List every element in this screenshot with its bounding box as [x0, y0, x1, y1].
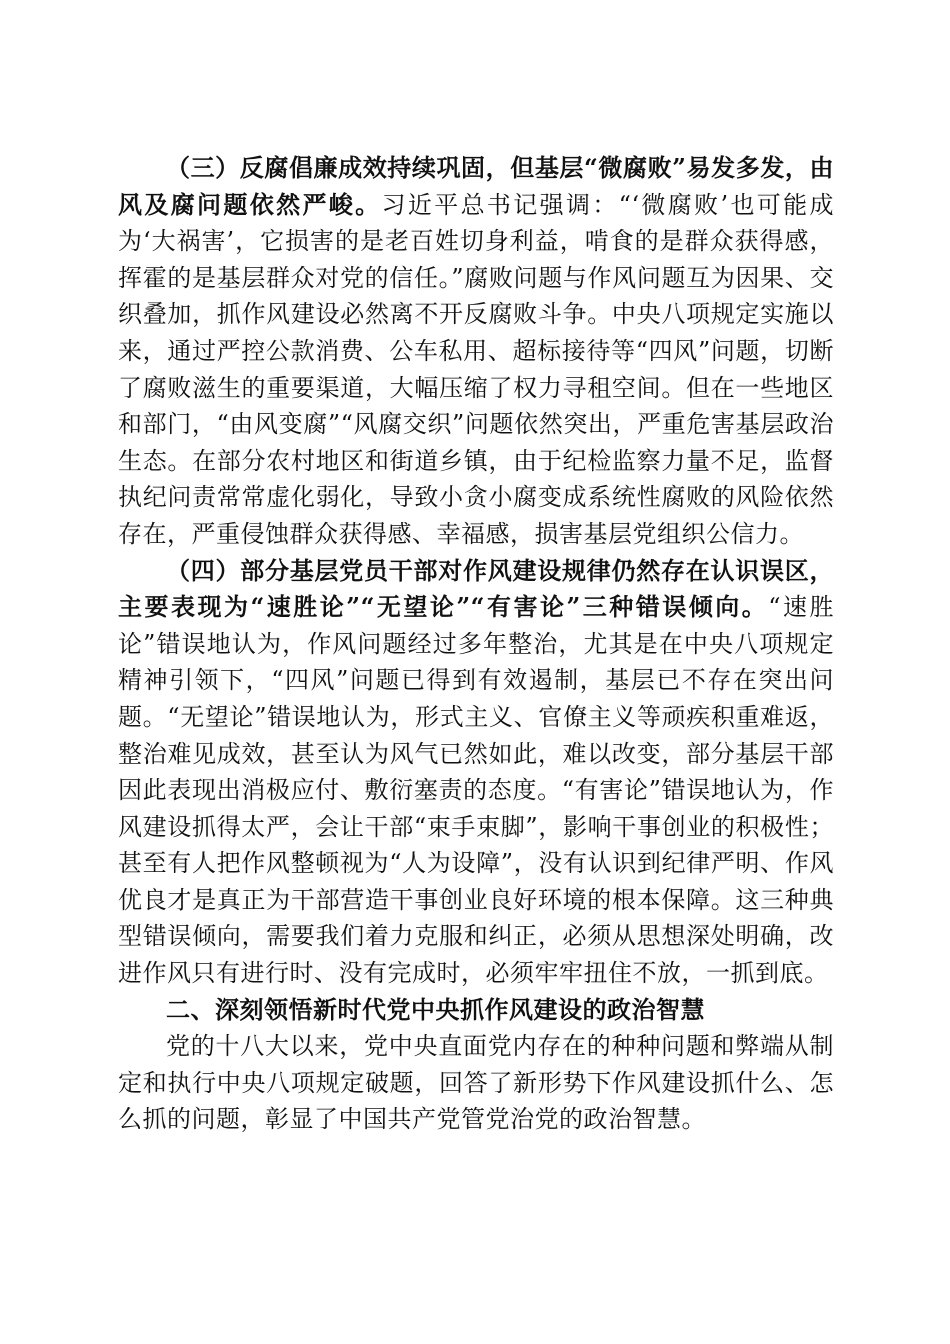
section-heading-two: 二、深刻领悟新时代党中央抓作风建设的政治智慧 — [166, 995, 705, 1024]
paragraph-four-lead: （四）部分基层党员干部对作风建设规律仍然存在认识误区，主要表现为“速胜论”“无望论”“有害论”三种错误倾向。 — [118, 555, 834, 622]
paragraph-three-body: 习近平总书记强调：“‘微腐败’也可能成为‘大祸害’，它损害的是老百姓切身利益，啃食的是群众获得感，挥霍的是基层群众对党的信任。”腐败问题与作风问题互为因果、交织叠加，抓作风建设必然离不开反腐败斗争。中央八项规定实施以来，通过严控公款消费、公车私用、超标接待等“四风”问题，切断了腐败滋生的重要渠道，大幅压缩了权力寻租空间。但在一些地区和部门，“由风变腐”“风腐交织”问题依然突出，严重危害基层政治生态。在部分农村地区和街道乡镇，由于纪检监察力量不足，监督执纪问责常常虚化弱化，导致小贪小腐变成系统性腐败的风险依然存在，严重侵蚀群众获得感、幸福感，损害基层党组织公信力。 — [118, 190, 835, 548]
paragraph-three — [118, 150, 834, 553]
paragraph-four — [118, 553, 834, 992]
paragraph-five: 党的十八大以来，党中央直面党内存在的种种问题和弊端从制定和执行中央八项规定破题，回答了新形势下作风建设抓什么、怎么抓的问题，彰显了中国共产党管党治党的政治智慧。 — [118, 1032, 834, 1134]
paragraph-four-body: “速胜论”错误地认为，作风问题经过多年整治，尤其是在中央八项规定精神引领下，“四风”问题已得到有效遏制，基层已不存在突出问题。“无望论”错误地认为，形式主义、官僚主义等顽疾积重难返，整治难见成效，甚至认为风气已然如此，难以改变，部分基层干部因此表现出消极应付、敷衍塞责的态度。“有害论”错误地认为，作风建设抓得太严，会让干部“束手束脚”，影响干事创业的积极性；甚至有人把作风整顿视为“人为设障”，没有认识到纪律严明、作风优良才是真正为干部营造干事创业良好环境的根本保障。这三种典型错误倾向，需要我们着力克服和纠正，必须从思想深处明确，改进作风只有进行时、没有完成时，必须牢牢扭住不放，一抓到底。 — [118, 593, 834, 988]
document-page — [118, 150, 834, 1138]
paragraph-three-lead: （三）反腐倡廉成效持续巩固，但基层“微腐败”易发多发，由风及腐问题依然严峻。 — [118, 153, 834, 219]
